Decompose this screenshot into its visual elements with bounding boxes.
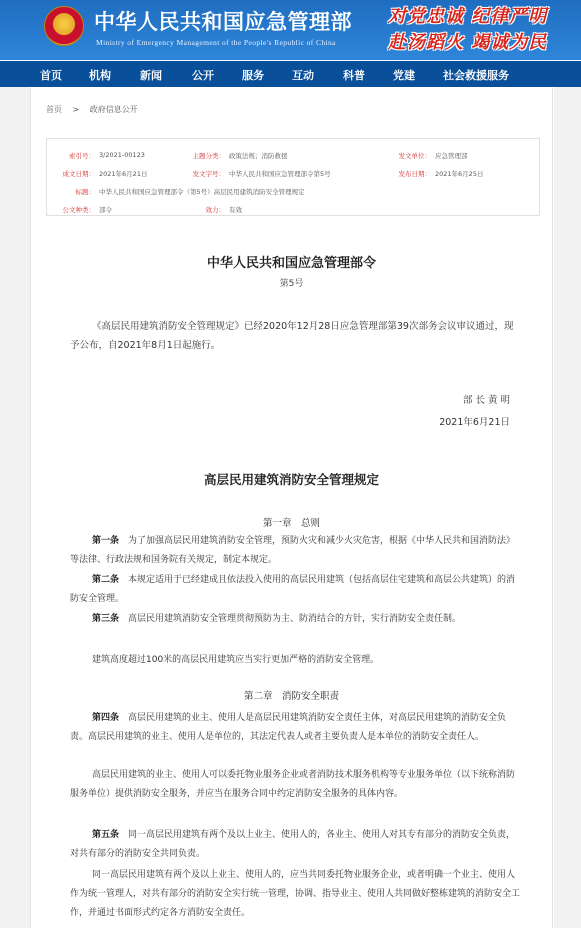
meta-index-value: 3/2021-00123 (99, 151, 145, 159)
meta-type-value: 部令 (99, 206, 112, 214)
nav-item-open[interactable]: 公开 (192, 69, 214, 82)
article-4-extra: 高层民用建筑的业主、使用人可以委托物业服务企业或者消防技术服务机构等专业服务单位（以下统称消防服务单位）提供消防安全服务，并应当在服务合同中约定消防安全服务的具体内容。 (70, 770, 516, 799)
site-header (0, 0, 581, 60)
meta-published-label: 发布日期： (398, 170, 431, 178)
meta-title-label: 标题： (75, 188, 95, 196)
article-5-label: 第五条 (92, 830, 120, 840)
article-1-text: 为了加强高层民用建筑消防安全管理，预防火灾和减少火灾危害，根据《中华人民共和国消防法》等法律、行政法规和国务院有关规定，制定本规定。 (70, 536, 516, 565)
meta-issuer-value: 应急管理部 (435, 152, 468, 160)
meta-created-value: 2021年6月21日 (99, 170, 148, 178)
nav-item-rescue[interactable]: 社会救援服务 (443, 69, 509, 82)
breadcrumb-gov-info[interactable]: 政府信息公开 (89, 105, 138, 114)
meta-docno-label: 发文字号： (192, 170, 225, 178)
document-meta-table (46, 138, 540, 216)
site-title[interactable]: 中华人民共和国应急管理部 (94, 10, 352, 34)
breadcrumb-home[interactable]: 首页 (46, 105, 62, 114)
main-nav (0, 61, 581, 87)
nav-item-science[interactable]: 科普 (343, 69, 365, 82)
chapter-1-heading: 第一章 总则 (262, 518, 320, 529)
slogan-line-1: 对党忠诚 纪律严明 (388, 6, 548, 27)
order-number: 第5号 (279, 279, 304, 289)
article-1-label: 第一条 (92, 536, 120, 546)
meta-validity-value: 有效 (229, 206, 242, 214)
article-4-label: 第四条 (92, 713, 120, 723)
article-3 (70, 610, 520, 629)
meta-issuer-label: 发文单位： (398, 152, 431, 160)
article-5 (70, 826, 520, 864)
meta-published-value: 2021年6月25日 (435, 170, 484, 178)
nav-item-news[interactable]: 新闻 (140, 69, 162, 82)
page-background-right (554, 87, 581, 928)
nav-item-service[interactable]: 服务 (242, 69, 264, 82)
nav-item-home[interactable]: 首页 (40, 69, 62, 82)
article-2 (70, 571, 520, 609)
article-5-extra: 同一高层民用建筑有两个及以上业主、使用人的，应当共同委托物业服务企业，或者明确一个业主、使用人作为统一管理人，对共有部分的消防安全实行统一管理，协调、指导业主、使用人共同做好整栋建筑的消防安全工作，并通过书面形式约定各方消防安全责任。 (70, 870, 521, 918)
article-3-label: 第三条 (92, 614, 120, 624)
meta-docno-value: 中华人民共和国应急管理部令第5号 (229, 170, 331, 178)
chapter-2-heading: 第二章 消防安全职责 (243, 691, 339, 702)
meta-category-value: 政策法规；消防救援 (229, 152, 288, 160)
article-2-text: 本规定适用于已经建成且依法投入使用的高层民用建筑（包括高层住宅建筑和高层公共建筑）的消防安全管理。 (70, 575, 516, 604)
order-date: 2021年6月21日 (439, 417, 510, 428)
meta-type-label: 公文种类： (62, 206, 95, 214)
article-4 (70, 709, 520, 747)
nav-item-org[interactable]: 机构 (89, 69, 111, 82)
article-5-text: 同一高层民用建筑有两个及以上业主、使用人的，各业主、使用人对其专有部分的消防安全负责，对共有部分的消防安全共同负责。 (70, 830, 516, 859)
article-3-text: 高层民用建筑消防安全管理贯彻预防为主、防消结合的方针，实行消防安全责任制。 (119, 614, 462, 624)
order-signature: 部 长 黄 明 (462, 395, 510, 406)
meta-title-value: 中华人民共和国应急管理部令（第5号）高层民用建筑消防安全管理规定 (99, 188, 305, 196)
article-3-extra: 建筑高度超过100米的高层民用建筑应当实行更加严格的消防安全管理。 (92, 655, 380, 665)
breadcrumb-separator: > (72, 105, 80, 114)
breadcrumb (46, 104, 146, 115)
order-intro-paragraph: 《高层民用建筑消防安全管理规定》已经2020年12月28日应急管理部第39次部务会议审议通过，现予公布，自2021年8月1日起施行。 (70, 321, 514, 351)
meta-validity-label: 效力： (205, 206, 225, 214)
nav-item-party[interactable]: 党建 (393, 69, 415, 82)
meta-category-label: 主题分类： (192, 152, 225, 160)
article-4-text: 高层民用建筑的业主、使用人是高层民用建筑消防安全责任主体，对高层民用建筑的消防安全负责。高层民用建筑的业主、使用人是单位的，其法定代表人或者主要负责人是本单位的消防安全责任人。 (70, 713, 507, 742)
site-subtitle: Ministry of Emergency Management of the People's Republic of China (96, 38, 336, 47)
order-title: 中华人民共和国应急管理部令 (206, 256, 376, 271)
article-1 (70, 532, 520, 570)
page-background-left (0, 87, 30, 928)
nav-item-interact[interactable]: 互动 (292, 69, 314, 82)
meta-index-label: 索引号： (69, 152, 95, 160)
regulation-title: 高层民用建筑消防安全管理规定 (203, 472, 379, 487)
meta-created-label: 成文日期： (62, 170, 95, 178)
article-2-label: 第二条 (92, 575, 120, 585)
slogan-line-2: 赴汤蹈火 竭诚为民 (388, 32, 548, 53)
national-emblem-icon[interactable] (44, 6, 84, 46)
